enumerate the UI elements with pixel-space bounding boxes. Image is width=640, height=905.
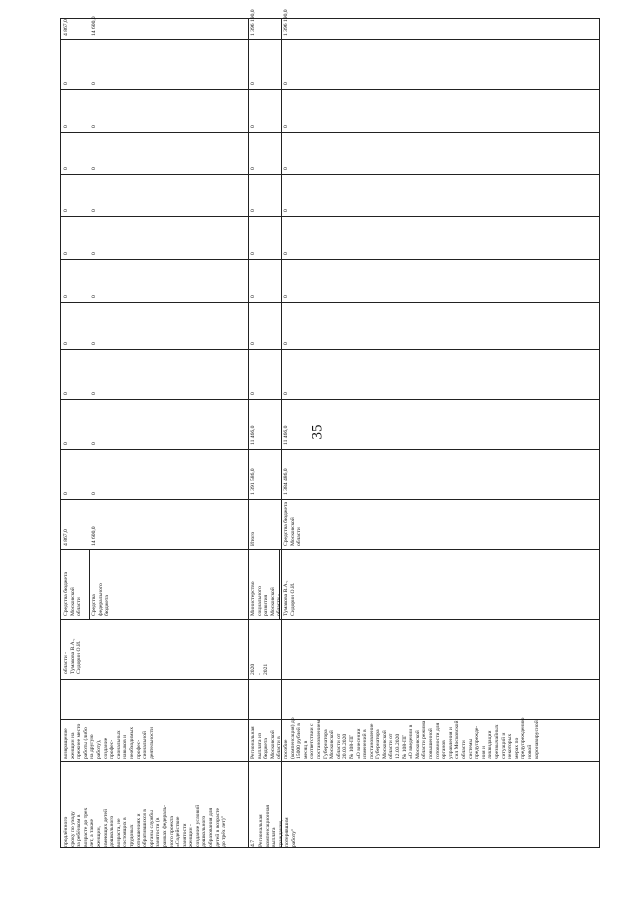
cell-value: 0 <box>250 295 256 298</box>
cell-last: 1 396 190,0 <box>283 9 289 36</box>
program-table <box>60 9 600 848</box>
cell-value: 0 <box>63 167 69 170</box>
page-number: 35 <box>309 424 326 440</box>
cell-value: 0 <box>250 342 256 345</box>
cell-value: 0 <box>283 295 289 298</box>
cell-value: 0 <box>283 167 289 170</box>
cell-fund-source: Средства бюджета Московской области <box>63 571 83 616</box>
cell-value: 0 <box>63 252 69 255</box>
cell-value: 0 <box>91 82 97 85</box>
cell-last: 1 396 190,0 <box>250 9 256 36</box>
cell-name: Региональная компенсационная выплата гражданам, потерявшим работу" <box>258 805 297 847</box>
cell-total: 1 391 586,0 <box>250 468 256 495</box>
cell-total: 14 600,0 <box>91 526 97 546</box>
cell-value: 0 <box>250 392 256 395</box>
cell-last: 14 600,0 <box>91 16 97 36</box>
cell-value: 0 <box>283 82 289 85</box>
cell-value: 0 <box>63 492 69 495</box>
cell-value: 0 <box>250 252 256 255</box>
cell-value: 0 <box>63 82 69 85</box>
cell-value: 0 <box>63 392 69 395</box>
cell-value: 0 <box>63 125 69 128</box>
cell-value: 0 <box>91 392 97 395</box>
cell-total: 1 384 486,0 <box>283 468 289 495</box>
cell-value: 0 <box>63 442 69 445</box>
cell-total: 4 867,0 <box>63 529 69 546</box>
cell-value: 0 <box>91 252 97 255</box>
cell-fund-source: Средства бюджета Московской области <box>283 501 303 546</box>
cell-value: 11 466,0 <box>283 425 289 445</box>
cell-description: Региональная выплата из бюджета Московской области в пособие (компенсация) до 15000 рублей в месяц в соответствии с постановлением Губернатора Московской области от 20.03.2020 № 108-ПГ «О внесении изменений в постановление Губернатора Московской области от 12.03.2020 № 108-ПГ «О введении в Московской области режима повышенной готовности для органов управления и сил Московской области системы предупрежде- ния и ликвидации чрезвычайных ситуаций и некоторых мерах по предупреждению новой коронавирусной <box>250 717 540 759</box>
cell-value: 0 <box>283 125 289 128</box>
cell-executor: Министерство социального развития Московской области - Тумакова В.А., Сидорин О.И. <box>250 580 296 616</box>
cell-value: 0 <box>91 295 97 298</box>
cell-result: возвращение женщин на прежнее место работы (либо на другую работу), создание профес- сиональных навыков и необходимых профес- сиональной деятельности <box>63 723 155 759</box>
cell-value: 0 <box>91 442 97 445</box>
cell-description: продлённого сроку по уходу за ребёнком в возрасте до трех лет, а также женщин, имеющих детей дошкольного возраста, не состоящих в трудовых отношениях и обратившихся в органы службы занятости (в рамках федераль- ного проекта «Содействие занятости женщин - создание условий дошкольного образования для детей в возрасте до трёх лет)" <box>63 804 228 847</box>
cell-value: 0 <box>91 342 97 345</box>
cell-period: 2020 - 2021 <box>250 663 270 675</box>
cell-last: 4 867,0 <box>63 19 69 36</box>
cell-executor: области - Тумакова В.А., Сидорин О.И. <box>63 638 83 674</box>
cell-fund-source: Итого <box>250 531 256 546</box>
row-number: 4.7 <box>250 840 256 847</box>
cell-value: 0 <box>91 209 97 212</box>
cell-value: 11 466,0 <box>250 425 256 445</box>
cell-value: 0 <box>250 125 256 128</box>
cell-value: 0 <box>283 252 289 255</box>
cell-value: 0 <box>63 342 69 345</box>
cell-value: 0 <box>283 392 289 395</box>
cell-value: 0 <box>283 209 289 212</box>
cell-value: 0 <box>250 209 256 212</box>
cell-value: 0 <box>283 342 289 345</box>
cell-value: 0 <box>250 167 256 170</box>
cell-value: 0 <box>63 209 69 212</box>
cell-value: 0 <box>250 82 256 85</box>
cell-value: 0 <box>91 167 97 170</box>
cell-value: 0 <box>91 125 97 128</box>
cell-value: 0 <box>63 295 69 298</box>
cell-fund-source: Средства федерального бюджета <box>91 583 111 616</box>
cell-value: 0 <box>91 492 97 495</box>
